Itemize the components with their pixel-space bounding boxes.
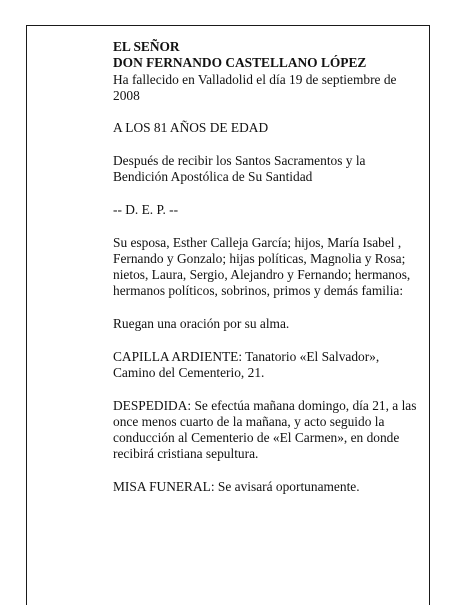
prayer-line: Ruegan una oración por su alma.: [113, 316, 290, 332]
age-line: A LOS 81 AÑOS DE EDAD: [113, 120, 269, 136]
title-line-1: EL SEÑOR: [113, 39, 180, 54]
chapel-paragraph: CAPILLA ARDIENTE: Tanatorio «El Salvador», Camino del Cementerio, 21.: [113, 348, 380, 380]
obituary-header: [113, 39, 419, 104]
obituary-text: [113, 39, 419, 512]
rip-line: -- D. E. P. --: [113, 201, 179, 217]
death-statement: Ha fallecido en Valladolid el día 19 de septiembre de 2008: [113, 71, 397, 103]
family-paragraph: Su esposa, Esther Calleja García; hijos, María Isabel , Fernando y Gonzalo; hijas políticas, Magnolia y Rosa; nietos, Laura, Sergio, Alejandro y Fernando; hermanos, hermanos políticos, sobrinos, primos y demás familia:: [113, 234, 411, 299]
mass-line: MISA FUNERAL: Se avisará oportunamente.: [113, 479, 360, 495]
deceased-name: DON FERNANDO CASTELLANO LÓPEZ: [113, 55, 367, 71]
farewell-paragraph: DESPEDIDA: Se efectúa mañana domingo, día 21, a las once menos cuarto de la mañana, y acto seguido la conducción al Cementerio de «El Carmen», en donde recibirá cristiana sepultura.: [113, 397, 417, 462]
sacraments-paragraph: Después de recibir los Santos Sacramentos y la Bendición Apostólica de Su Santidad: [113, 153, 366, 185]
